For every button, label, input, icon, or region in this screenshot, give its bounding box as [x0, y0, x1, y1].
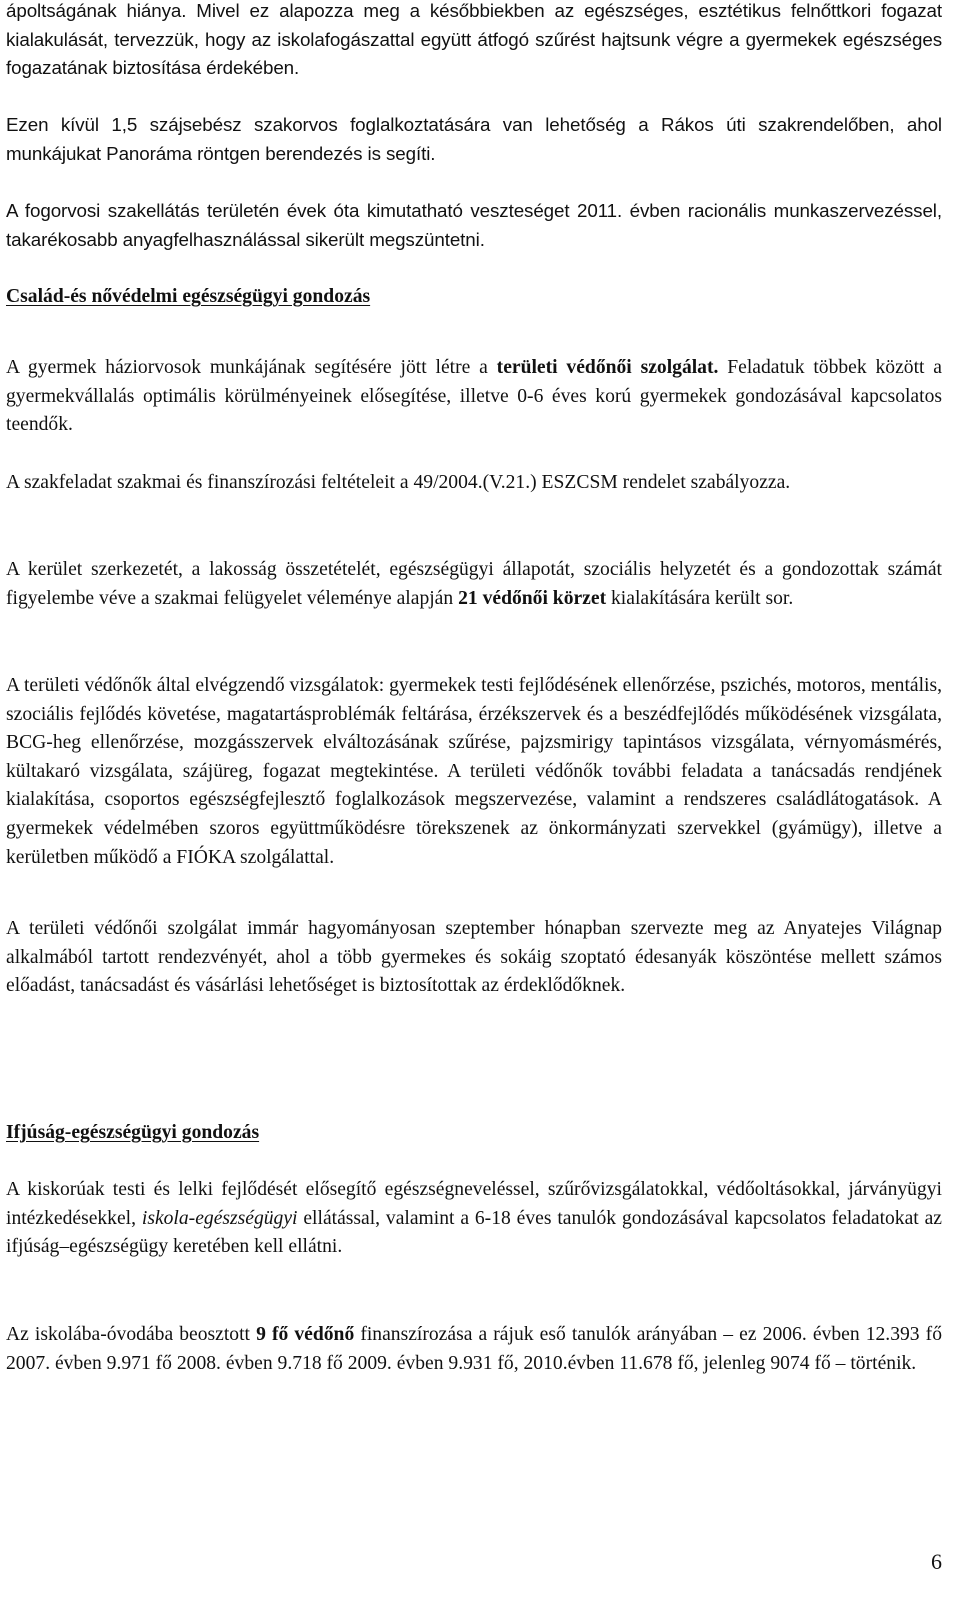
- paragraph-text: A gyermek háziorvosok munkájának segítésére jött létre a: [6, 357, 497, 378]
- paragraph-text: A területi védőnői szolgálat immár hagyományosan szeptember hónapban szervezte meg az Anyatejes Világnap alkalmából tartott rendezvényét, ahol a több gyermekes és sokáig szoptató édesanyák köszöntése mellett számos előadást, tanácsadást és vásárlási lehetőséget is biztosítottak az érdeklődőknek.: [6, 918, 942, 997]
- paragraph-text: A fogorvosi szakellátás területén évek óta kimutatható veszteséget 2011. évben racionális munkaszervezéssel, takarékosabb anyagfelhasználással sikerült megszüntetni.: [6, 200, 942, 250]
- paragraph-text: Az iskolába-óvodába beosztott: [6, 1324, 257, 1345]
- paragraph-district-structure: [6, 556, 942, 613]
- paragraph-health-visitor-service: [6, 354, 942, 440]
- paragraph-text: kialakítására került sor.: [606, 587, 794, 609]
- emphasis-text: 21 védőnői körzet: [458, 587, 607, 609]
- paragraph-dental-screening: [6, 0, 942, 83]
- paragraph-regulation: [6, 469, 942, 498]
- paragraph-text: finanszírozása a rájuk eső tanulók arányában – ez 2006. évben 12.393 fő 2007. évben 9.971 fő 2008. évben 9.718 fő 2009. évben 9.931 fő, 2010.évben 11.678 fő, jelenleg 9074 fő – történik.: [6, 1324, 942, 1374]
- paragraph-text: ellátással, valamint a 6-18 éves tanulók gondozásával kapcsolatos feladatokat az ifjúság–egészségügy keretében kell ellátni.: [6, 1207, 942, 1258]
- paragraph-breastfeeding-day: [6, 915, 942, 1001]
- paragraph-school-nurses: [6, 1321, 942, 1378]
- paragraph-text: A szakfeladat szakmai és finanszírozási feltételeit a 49/2004.(V.21.) ESZCSM rendelet szabályozza.: [6, 472, 791, 493]
- paragraph-text: ápoltságának hiánya. Mivel ez alapozza meg a későbbiekben az egészséges, esztétikus felnőttkori fogazat kialakulását, tervezzük, hogy az iskolafogászattal együtt átfogó szűrést hajtsunk végre a gyermekek egészséges fogazatának biztosítása érdekében.: [6, 0, 942, 79]
- paragraph-dental-losses: [6, 197, 942, 254]
- paragraph-oral-surgeon: [6, 111, 942, 168]
- paragraph-text: Feladatuk többek között a gyermekvállalás optimális körülményeinek elősegítése, illetve 0-6 éves korú gyermekek gondozásával kapcsolatos teendők.: [6, 357, 942, 436]
- paragraph-text: A területi védőnők által elvégzendő vizsgálatok: gyermekek testi fejlődésének ellenőrzése, pszichés, motoros, mentális, szociális fejlődés követése, magatartásproblémák feltárása, érzékszervek és a beszédfejlődés működésének vizsgálata, BCG-heg ellenőrzése, mozgásszervek elváltozásának szűrése, pajzsmirigy tapintásos vizsgálata, vérnyomásmérés, kültakaró vizsgálata, szájüreg, fogazat megtekintése. A területi védőnők további feladata a tanácsadás rendjének kialakítása, csoportos egészségfejlesztő foglalkozások megszervezése, valamint a rendszeres családlátogatások. A gyermekek védelmében szoros együttműködésre törekszenek az önkormányzati szervekkel (gyámügy), illetve a kerületben működő a FIÓKA szolgálattal.: [6, 675, 942, 868]
- paragraph-text: A kiskorúak testi és lelki fejlődését elősegítő egészségneveléssel, szűrővizsgálatokkal, védőoltásokkal, járványügyi intézkedésekkel,: [6, 1179, 942, 1229]
- paragraph-text: A kerület szerkezetét, a lakosság összetételét, egészségügyi állapotát, szociális helyzetét és a gondozottak számát figyelembe véve a szakmai felügyelet véleménye alapján: [6, 559, 942, 609]
- page-number: 6: [931, 1549, 942, 1574]
- section-heading-family-care: Család-és nővédelmi egészségügyi gondozás: [6, 286, 371, 307]
- paragraph-youth-tasks: [6, 1176, 942, 1262]
- paragraph-text: Ezen kívül 1,5 szájsebész szakorvos foglalkoztatására van lehetőség a Rákos úti szakrendelőben, ahol munkájukat Panoráma röntgen berendezés is segíti.: [6, 114, 942, 164]
- emphasis-text: iskola-egészségügyi: [141, 1207, 298, 1229]
- section-heading-youth-health: Ifjúság-egészségügyi gondozás: [6, 1122, 260, 1143]
- paragraph-examinations: [6, 672, 942, 872]
- emphasis-text: 9 fő védőnő: [256, 1324, 355, 1345]
- emphasis-text: területi védőnői szolgálat.: [496, 357, 719, 378]
